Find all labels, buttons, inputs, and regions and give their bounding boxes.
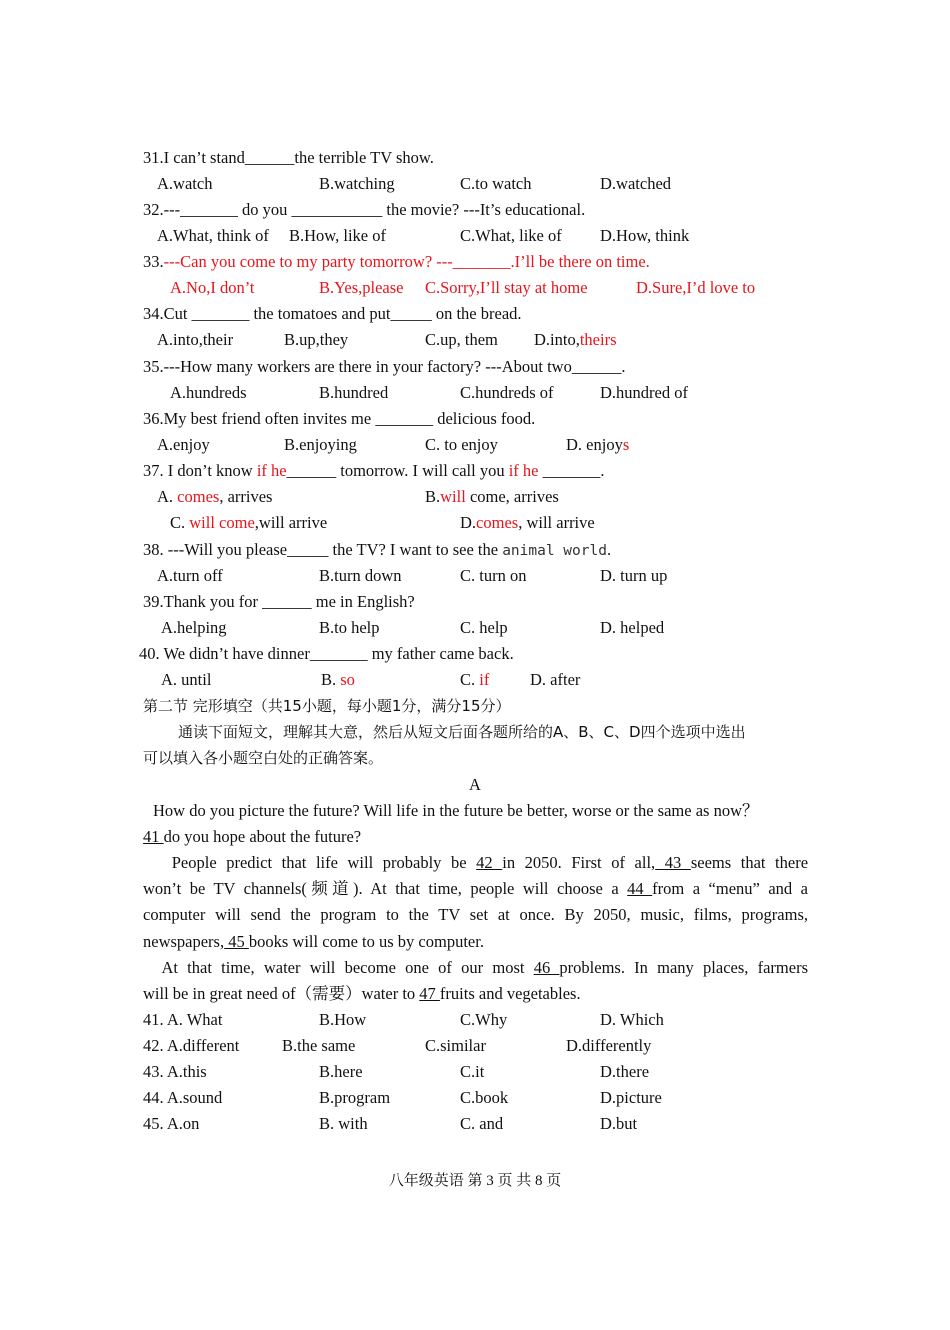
q31-options — [0, 174, 950, 194]
q37-options-ab — [0, 487, 950, 507]
q33-stem — [143, 252, 650, 272]
q37-option-b — [425, 487, 559, 507]
q38-program-name: animal world — [502, 543, 607, 559]
cloze-option-row — [0, 1010, 950, 1030]
q37-option-d-red: comes — [476, 513, 519, 532]
passage-text: People predict that life will probably be — [171, 853, 477, 872]
q35-option-d: D.hundred of — [600, 383, 688, 402]
blank-42: 42 — [476, 853, 503, 872]
q39-option-a: A.helping — [161, 618, 227, 637]
q37-option-c — [170, 513, 327, 533]
cloze-44-option-a: 44. A.sound — [143, 1088, 223, 1107]
passage-text: won’t be TV channels(频道). At that time, people will choose a — [143, 879, 628, 898]
q32-options — [0, 226, 950, 246]
q31-stem: 31.I can’t stand______the terrible TV show. — [143, 148, 434, 167]
q34-options — [0, 330, 950, 350]
cloze-41-option-b: B.How — [319, 1010, 367, 1029]
q32-option-d: D.How, think — [600, 226, 690, 245]
q40-option-a: A. until — [161, 670, 212, 689]
q39-stem: 39.Thank you for ______ me in English? — [143, 592, 415, 611]
cloze-44-option-b: B.program — [319, 1088, 391, 1107]
q33-option-a: A.No,I don’t — [170, 278, 255, 297]
q37-stem-part: _______. — [538, 461, 605, 480]
q37-stem-red: if he — [508, 461, 539, 480]
q39-option-d: D. helped — [600, 618, 665, 637]
q34-option-d-prefix: D.into, — [534, 330, 580, 349]
q32-option-a: A.What, think of — [157, 226, 269, 245]
q35-option-c: C.hundreds of — [460, 383, 554, 402]
q39-options — [0, 618, 950, 638]
section-instruction-line1: 通读下面短文，理解其大意，然后从短文后面各题所给的A、B、C、D四个选项中选出 — [178, 723, 746, 741]
cloze-41-option-c: C.Why — [460, 1010, 508, 1029]
q36-option-a: A.enjoy — [157, 435, 210, 454]
blank-47: 47 — [419, 984, 440, 1003]
q37-option-b-rest: come, arrives — [465, 487, 559, 506]
cloze-44-option-c: C.book — [460, 1088, 509, 1107]
cloze-44-option-d: D.picture — [600, 1088, 662, 1107]
q34-stem: 34.Cut _______ the tomatoes and put_____ on the bread. — [143, 304, 522, 323]
q37-option-d-prefix: D. — [460, 513, 477, 532]
q37-option-a-rest: , arrives — [219, 487, 273, 506]
q34-option-d-red: theirs — [579, 330, 617, 349]
q31-option-a: A.watch — [157, 174, 213, 193]
cloze-45-option-a: 45. A.on — [143, 1114, 200, 1133]
q38-option-a: A.turn off — [157, 566, 223, 585]
cloze-45-option-c: C. and — [460, 1114, 504, 1133]
passage-p3-line2 — [143, 984, 581, 1004]
cloze-option-row — [0, 1062, 950, 1082]
q39-option-c: C. help — [460, 618, 508, 637]
passage-text: seems that there — [690, 853, 809, 872]
passage-text: in 2050. First of all, — [502, 853, 656, 872]
passage-p2-line1 — [143, 853, 808, 873]
cloze-43-option-d: D.there — [600, 1062, 650, 1081]
passage-text: from a “menu” and a — [652, 879, 808, 898]
q38-option-c: C. turn on — [460, 566, 527, 585]
q38-option-d: D. turn up — [600, 566, 668, 585]
passage-text: fruits and vegetables. — [439, 984, 581, 1003]
cloze-41-option-a: 41. A. What — [143, 1010, 223, 1029]
q37-stem-red: if he — [256, 461, 287, 480]
q33-number: 33. — [143, 252, 164, 271]
cloze-42-option-d: D.differently — [566, 1036, 652, 1055]
passage-text: do you hope about the future? — [163, 827, 362, 846]
passage-p1-line1: How do you picture the future? Will life in the future be better, worse or the same as now？ — [153, 801, 759, 820]
passage-p1-line2 — [143, 827, 361, 847]
q38-options — [0, 566, 950, 586]
q34-option-d — [534, 330, 617, 350]
blank-45: 45 — [224, 932, 249, 951]
page-footer — [0, 1170, 950, 1190]
q36-options — [0, 435, 950, 455]
footer-page-number: 第 3 页 共 8 页 — [467, 1173, 562, 1189]
q37-option-c-prefix: C. — [170, 513, 190, 532]
q36-option-b: B.enjoying — [284, 435, 357, 454]
q40-option-c-prefix: C. — [460, 670, 480, 689]
q37-option-d-rest: , will arrive — [518, 513, 595, 532]
q34-option-b: B.up,they — [284, 330, 349, 349]
passage-text: will be in great need of（需要）water to — [143, 984, 420, 1003]
blank-41: 41 — [143, 827, 164, 846]
cloze-42-option-b: B.the same — [282, 1036, 356, 1055]
q37-option-a-prefix: A. — [157, 487, 178, 506]
q40-option-c — [460, 670, 489, 690]
q38-option-b: B.turn down — [319, 566, 402, 585]
q37-stem-part: ______ tomorrow. I will call you — [286, 461, 509, 480]
q37-option-d — [460, 513, 595, 533]
q32-option-b: B.How, like of — [289, 226, 387, 245]
q40-option-b — [321, 670, 355, 690]
cloze-43-option-b: B.here — [319, 1062, 363, 1081]
q37-option-a-red: comes — [177, 487, 220, 506]
q40-options — [0, 670, 950, 690]
q34-option-c: C.up, them — [425, 330, 498, 349]
passage-p3-line1 — [143, 958, 808, 978]
q31-option-b: B.watching — [319, 174, 395, 193]
q38-stem-end: . — [606, 540, 612, 559]
cloze-42-option-c: C.similar — [425, 1036, 486, 1055]
blank-43: 43 — [655, 853, 691, 872]
q33-option-c: C.Sorry,I’ll stay at home — [425, 278, 588, 297]
footer-subject: 八年级英语 — [388, 1171, 464, 1189]
q33-option-b: B.Yes,please — [319, 278, 404, 297]
passage-label: A — [469, 775, 481, 794]
q35-options — [0, 383, 950, 403]
q34-option-a: A.into,their — [157, 330, 234, 349]
passage-p2-line4 — [143, 932, 484, 952]
q32-stem: 32.---_______ do you ___________ the movie? ---It’s educational. — [143, 200, 586, 219]
q36-option-c: C. to enjoy — [425, 435, 498, 454]
passage-text: At that time, water will become one of our most — [161, 958, 534, 977]
q38-stem — [143, 540, 611, 560]
q37-options-cd — [0, 513, 950, 533]
q36-stem: 36.My best friend often invites me _______ delicious food. — [143, 409, 536, 428]
passage-p2-line2 — [143, 879, 808, 899]
blank-46: 46 — [533, 958, 560, 977]
passage-text: problems. In many places, farmers — [559, 958, 808, 977]
q31-option-c: C.to watch — [460, 174, 532, 193]
cloze-45-option-b: B. with — [319, 1114, 368, 1133]
q37-stem — [143, 461, 605, 481]
q37-option-b-prefix: B. — [425, 487, 441, 506]
blank-44: 44 — [627, 879, 653, 898]
q38-stem-text: 38. ---Will you please_____ the TV? I want to see the — [143, 540, 503, 559]
cloze-option-row — [0, 1036, 950, 1056]
q37-stem-part: 37. I don’t know — [143, 461, 257, 480]
q36-option-d — [566, 435, 629, 455]
q32-option-c: C.What, like of — [460, 226, 562, 245]
section-heading: 第二节 完形填空（共15小题，每小题1分，满分15分） — [143, 697, 511, 715]
q36-option-d-red: s — [622, 435, 630, 454]
passage-text: books will come to us by computer. — [248, 932, 484, 951]
cloze-option-row — [0, 1088, 950, 1108]
q40-option-b-prefix: B. — [321, 670, 341, 689]
passage-text: newspapers, — [143, 932, 225, 951]
q36-option-d-prefix: D. enjoy — [566, 435, 623, 454]
q37-option-c-red: will come — [189, 513, 255, 532]
q35-option-b: B.hundred — [319, 383, 389, 402]
passage-p2-line3: computer will send the program to the TV set at once. By 2050, music, films, programs, — [143, 905, 808, 924]
q33-stem-text: ---Can you come to my party tomorrow? ---_______.I’ll be there on time. — [163, 252, 650, 271]
cloze-43-option-c: C.it — [460, 1062, 485, 1081]
q37-option-a — [157, 487, 272, 507]
q37-option-b-red: will — [440, 487, 466, 506]
cloze-45-option-d: D.but — [600, 1114, 638, 1133]
q33-options — [0, 278, 950, 298]
q39-option-b: B.to help — [319, 618, 380, 637]
cloze-42-option-a: 42. A.different — [143, 1036, 240, 1055]
cloze-43-option-a: 43. A.this — [143, 1062, 207, 1081]
q40-option-d: D. after — [530, 670, 581, 689]
q35-stem: 35.---How many workers are there in your factory? ---About two______. — [143, 357, 626, 376]
q37-option-c-rest: ,will arrive — [254, 513, 328, 532]
q33-option-d: D.Sure,I’d love to — [636, 278, 756, 297]
q35-option-a: A.hundreds — [170, 383, 247, 402]
q31-option-d: D.watched — [600, 174, 672, 193]
q40-option-b-red: so — [340, 670, 355, 689]
q40-stem: 40. We didn’t have dinner_______ my father came back. — [139, 644, 514, 663]
cloze-41-option-d: D. Which — [600, 1010, 664, 1029]
section-instruction-line2: 可以填入各小题空白处的正确答案。 — [143, 749, 384, 767]
q40-option-c-red: if — [479, 670, 490, 689]
cloze-option-row — [0, 1114, 950, 1134]
